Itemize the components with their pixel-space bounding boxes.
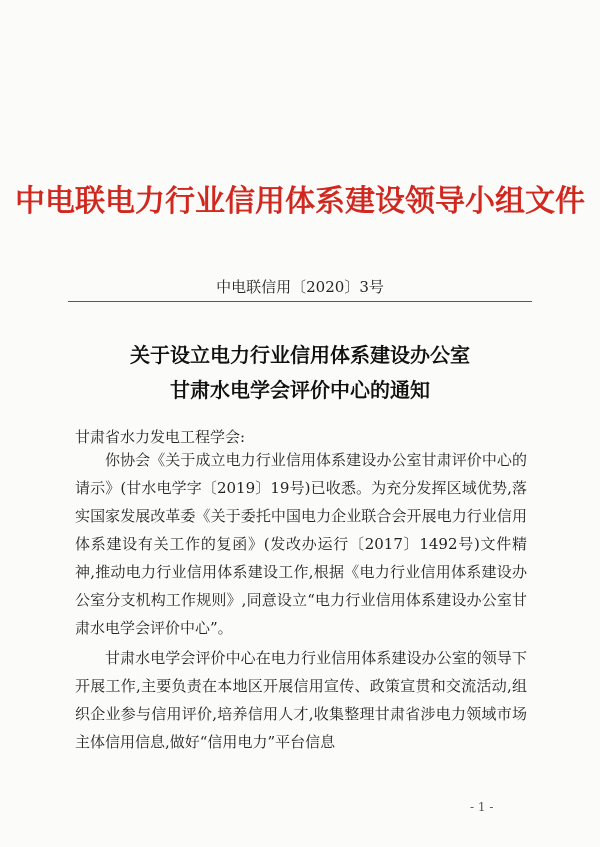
issuing-authority-header: 中电联电力行业信用体系建设领导小组文件: [15, 184, 585, 219]
document-number: 中电联信用〔2020〕3号: [216, 278, 384, 296]
page-number: - 1 -: [470, 800, 494, 814]
body-paragraph-2: 甘肃水电学会评价中心在电力行业信用体系建设办公室的领导下开展工作,主要负责在本地区开展信用宣传、政策宣贯和交流活动,组织企业参与信用评价,培养信用人才,收集整理甘肃省涉电力领域市场主体信用信息,做好“信用电力”平台信息: [75, 649, 527, 751]
salutation: 甘肃省水力发电工程学会:: [75, 428, 246, 446]
notice-title-line-1: 关于设立电力行业信用体系建设办公室: [130, 343, 470, 367]
header-divider-line: [68, 301, 532, 302]
body-paragraph-1: 你协会《关于成立电力行业信用体系建设办公室甘肃评价中心的请示》(甘水电学字〔2019〕19号)已收悉。为充分发挥区域优势,落实国家发展改革委《关于委托中国电力企业联合会开展电力行业信用体系建设有关工作的复函》(发改办运行〔2017〕1492号)文件精神,推动电力行业信用体系建设工作,根据《电力行业信用体系建设办公室分支机构工作规则》,同意设立“电力行业信用体系建设办公室甘肃水电学会评价中心”。: [75, 451, 527, 637]
notice-title-line-2: 甘肃水电学会评价中心的通知: [170, 378, 430, 402]
